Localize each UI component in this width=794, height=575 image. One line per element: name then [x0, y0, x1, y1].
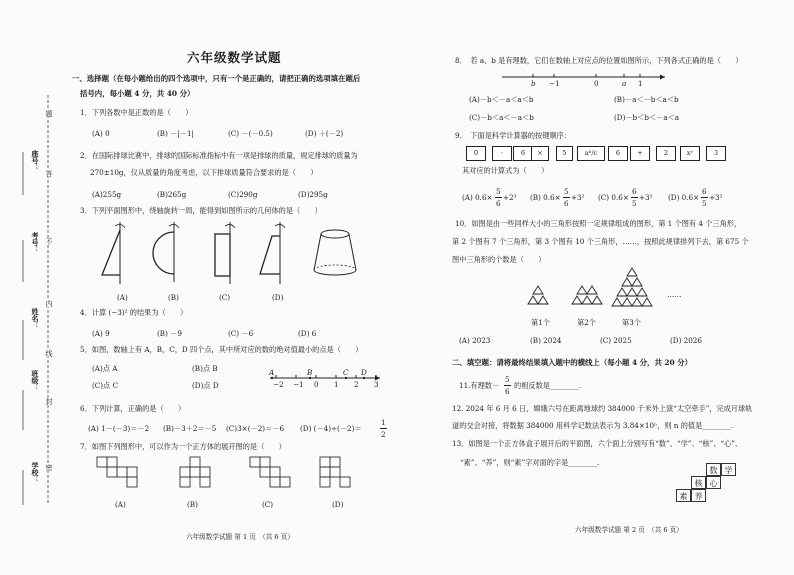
left-footer: 六年级数学试题 第 1 页 （共 6 页）: [186, 533, 294, 541]
name-label: 姓名：: [31, 308, 40, 329]
q11-frac-bar: [504, 385, 511, 386]
q4-option-d: (D) 6: [298, 329, 317, 338]
q9-frac-den: 6: [564, 199, 569, 208]
q9-option-c-tail: +3²: [639, 193, 653, 202]
q5-option-d: (D)点 D: [192, 381, 219, 390]
q3-option-c: (C): [219, 293, 231, 302]
q9-option-b: (B) 0.6×: [530, 193, 561, 202]
calc-key: 6: [513, 146, 533, 161]
q1-option-c: (C) －(－0.5): [228, 129, 273, 138]
section-2-heading: 二、填空题：请将最终结果填入题中的横线上（每小题 4 分，共 20 分）: [452, 358, 693, 367]
q4-option-a: (A) 9: [92, 329, 110, 338]
net-face: 学: [721, 463, 736, 476]
calc-key: 6: [608, 146, 628, 161]
q5-point-a: A: [269, 368, 275, 377]
q2-option-b: (B)265g: [157, 190, 187, 199]
question-10-cont2: 图中三角形的个数是（ ）: [452, 255, 546, 264]
q9-frac-num: 5: [496, 187, 501, 196]
question-9: 9． 下面是科学计算器的按键顺序：: [455, 131, 571, 140]
q9-option-d: (D) 0.6×: [668, 193, 700, 202]
section-1-heading: 一、选择题（在每小题给出的四个选项中，只有一个是正确的，请把正确的选项填在题后: [72, 74, 361, 83]
q7-option-d: (D): [332, 500, 344, 509]
q8-option-c: (C)－b＜a＜－a＜b: [469, 113, 534, 122]
q10-triangle-pattern: [520, 266, 690, 318]
question-12-cont: 道的交会对接，将数据 384000 用科学记数法表示为 3.84×10ⁿ，则 n 的值是________.: [452, 421, 734, 430]
q4-option-b: (B) －9: [157, 329, 182, 338]
calc-key: ×: [531, 146, 549, 161]
q2-option-c: (C)290g: [228, 190, 258, 199]
calc-key: xʸ: [680, 146, 700, 161]
calc-key: aᵇ/c: [577, 146, 605, 161]
q10-figure-label: 第1个: [531, 318, 550, 327]
q8-option-d: (D)－b＜b＜－a＜a: [614, 113, 680, 122]
q6-fraction-num: 1: [381, 418, 386, 427]
q5-option-b: (B)点 B: [192, 364, 218, 373]
q8-axis-label: −1: [549, 79, 560, 88]
q6-fraction-den: 2: [381, 430, 386, 439]
q6-option-d: (D) (－4)÷(－2)＝: [300, 424, 362, 433]
question-9-cont: 其对应的计算式为（ ）: [462, 166, 549, 175]
calc-key: 2: [656, 146, 676, 161]
question-4: 4．计算 (−3)² 的结果为（ ）: [80, 308, 188, 317]
net-face: 核: [691, 476, 706, 489]
q10-option-c: (C) 2025: [600, 336, 632, 345]
q11-frac-den: 6: [505, 387, 510, 396]
q9-frac-bar: [701, 197, 708, 198]
net-face: 养: [691, 489, 706, 502]
page-title: 六年级数学试题: [187, 50, 282, 65]
question-2: 2．在国际排球比赛中，排球的国际标准指标中有一项是排球的质量，规定排球的质量为: [80, 151, 358, 160]
q3-option-d: (D): [272, 293, 284, 302]
q10-option-a: (A) 2023: [459, 336, 491, 345]
net-face: 素: [676, 489, 691, 502]
q7-option-c: (C): [262, 500, 274, 509]
question-10-cont: 第 2 个图有 7 个三角形，第 3 个图有 10 个三角形，……，按照此规律排列下去，第 675 个: [452, 237, 749, 246]
q10-option-d: (D) 2026: [670, 336, 702, 345]
question-6: 6．下列计算，正确的是（ ）: [80, 404, 186, 413]
school-label: 学校：: [31, 462, 40, 483]
q5-tick-label: 1: [334, 380, 339, 389]
q5-tick-label: 3: [374, 380, 379, 389]
q8-option-b: (B)－a＜－b＜a＜b: [614, 95, 679, 104]
q2-option-a: (A)255g: [92, 190, 122, 199]
q1-option-d: (D) ＋(－2): [305, 129, 344, 138]
q5-point-b: B: [307, 368, 313, 377]
q4-option-c: (C) －6: [228, 329, 254, 338]
question-11-tail: 的相反数是________.: [514, 381, 581, 390]
q8-axis-label: a: [622, 79, 627, 88]
question-11: 11.有理数－: [459, 381, 500, 390]
q5-tick-label: 0: [314, 380, 319, 389]
section-1-heading-cont: 括号内，每小题 4 分，共 40 分）: [80, 89, 195, 98]
question-10: 10．如图是由一些同样大小的三角形按照一定规律组成的图形，第 1 个图有 4 个三角形，: [455, 219, 742, 228]
q6-option-a: (A) 1－(－3)＝－2: [88, 424, 150, 433]
right-footer: 六年级数学试题 第 2 页 （共 6 页）: [575, 526, 683, 534]
q3-figures: [90, 220, 380, 295]
seal-word: 题: [45, 110, 53, 117]
q7-cube-nets: [95, 455, 395, 500]
q9-frac-bar: [495, 197, 502, 198]
calc-key: +: [630, 146, 650, 161]
seal-word: 线: [45, 350, 53, 357]
q9-frac-num: 6: [632, 187, 637, 196]
q9-option-b-tail: +3²: [571, 193, 585, 202]
q8-axis-label: b: [531, 79, 536, 88]
q8-axis-label: 0: [594, 79, 599, 88]
q9-option-c: (C) 0.6×: [598, 193, 629, 202]
q5-tick-label: −1: [293, 380, 304, 389]
q9-frac-den: 5: [632, 199, 637, 208]
question-1: 1．下列各数中是正数的是（ ）: [80, 108, 193, 117]
question-8: 8． 若 a、b 是有理数，它们在数轴上对应点的位置如图所示，下列各式正确的是（ ）: [455, 56, 743, 65]
q9-option-a: (A) 0.6×: [462, 193, 493, 202]
q1-option-a: (A) 0: [92, 129, 110, 138]
seal-word: 密: [45, 464, 53, 471]
question-3: 3．下列平面图形中，绕轴旋转一周，能得到如图所示的几何体的是（ ）: [80, 206, 322, 215]
q9-frac-den: 5: [702, 199, 707, 208]
question-5: 5．如图，数轴上有 A，B，C，D 四个点，其中所对应的数的绝对值最小的点是（ ）: [80, 345, 363, 354]
seal-word: 答: [45, 170, 53, 177]
calc-key: ·: [492, 146, 512, 161]
q5-tick-label: 2: [354, 380, 359, 389]
q2-option-d: (D)295g: [298, 190, 328, 199]
net-face: 数: [706, 463, 721, 476]
q5-option-a: (A)点 A: [92, 364, 118, 373]
q6-option-c: (C)3×(－2)＝－6: [226, 424, 285, 433]
question-2-cont: 270±10g，仪从质量的角度考虑，以下排球质量符合要求的是（ ）: [90, 168, 318, 177]
q5-option-c: (C)点 C: [92, 381, 119, 390]
q8-option-a: (A)－b＜－a＜a＜b: [469, 95, 534, 104]
q11-frac-num: 5: [505, 375, 510, 384]
q6-fraction-bar: [380, 428, 387, 429]
binding-line: [0, 0, 70, 575]
q7-option-a: (A): [115, 500, 126, 509]
net-face: 心: [706, 476, 721, 489]
exam-number-label: 考号：: [31, 232, 40, 253]
question-13-cont: “素”、“养”，则“素”字对面的字是________.: [460, 458, 600, 467]
class-label: 班级：: [31, 370, 40, 391]
q10-option-b: (B) 2024: [530, 336, 562, 345]
q10-figure-label: 第2个: [577, 318, 596, 327]
q9-frac-bar: [563, 197, 570, 198]
q10-ellipsis: ……: [667, 290, 682, 299]
calc-key: 0: [466, 146, 486, 161]
q8-number-line: [500, 69, 670, 89]
q9-option-a-tail: +2³: [503, 193, 517, 202]
seal-word: 内: [45, 300, 53, 307]
question-13: 13．如图是一个正方体盒子展开后的平面图，六个面上分别写有“数”、“学”、“核”、“心”、: [452, 439, 743, 448]
q9-frac-num: 5: [564, 187, 569, 196]
q9-option-d-tail: +3²: [709, 193, 723, 202]
q3-option-a: (A): [117, 293, 128, 302]
question-7: 7．如图下列图形中，可以作为一个正方体的展开图的是（ ）: [80, 442, 286, 451]
q8-axis-label: 1: [638, 79, 643, 88]
q10-figure-label: 第3个: [622, 318, 641, 327]
q5-tick-label: −2: [273, 380, 284, 389]
calc-key: 5: [556, 146, 573, 161]
q6-option-b: (B)－3＋2＝－5: [163, 424, 217, 433]
seat-label: 座号：: [31, 150, 40, 171]
q5-point-c: C: [343, 368, 349, 377]
q3-option-b: (B): [168, 293, 179, 302]
question-12: 12. 2024 年 6 月 6 日，嫦娥六号在距离地球约 384000 千米外上演“太空牵手”，完成月球轨: [452, 404, 753, 413]
q5-number-line: [268, 368, 388, 392]
seal-word: 不: [45, 238, 53, 245]
q9-frac-num: 6: [702, 187, 707, 196]
q9-frac-bar: [631, 197, 638, 198]
q5-point-d: D: [361, 368, 367, 377]
q7-option-b: (B): [187, 500, 198, 509]
seal-word: 封: [45, 398, 53, 405]
q9-frac-den: 6: [496, 199, 501, 208]
calc-key: 3: [706, 146, 726, 161]
q1-option-b: (B) －|－1|: [157, 129, 194, 138]
